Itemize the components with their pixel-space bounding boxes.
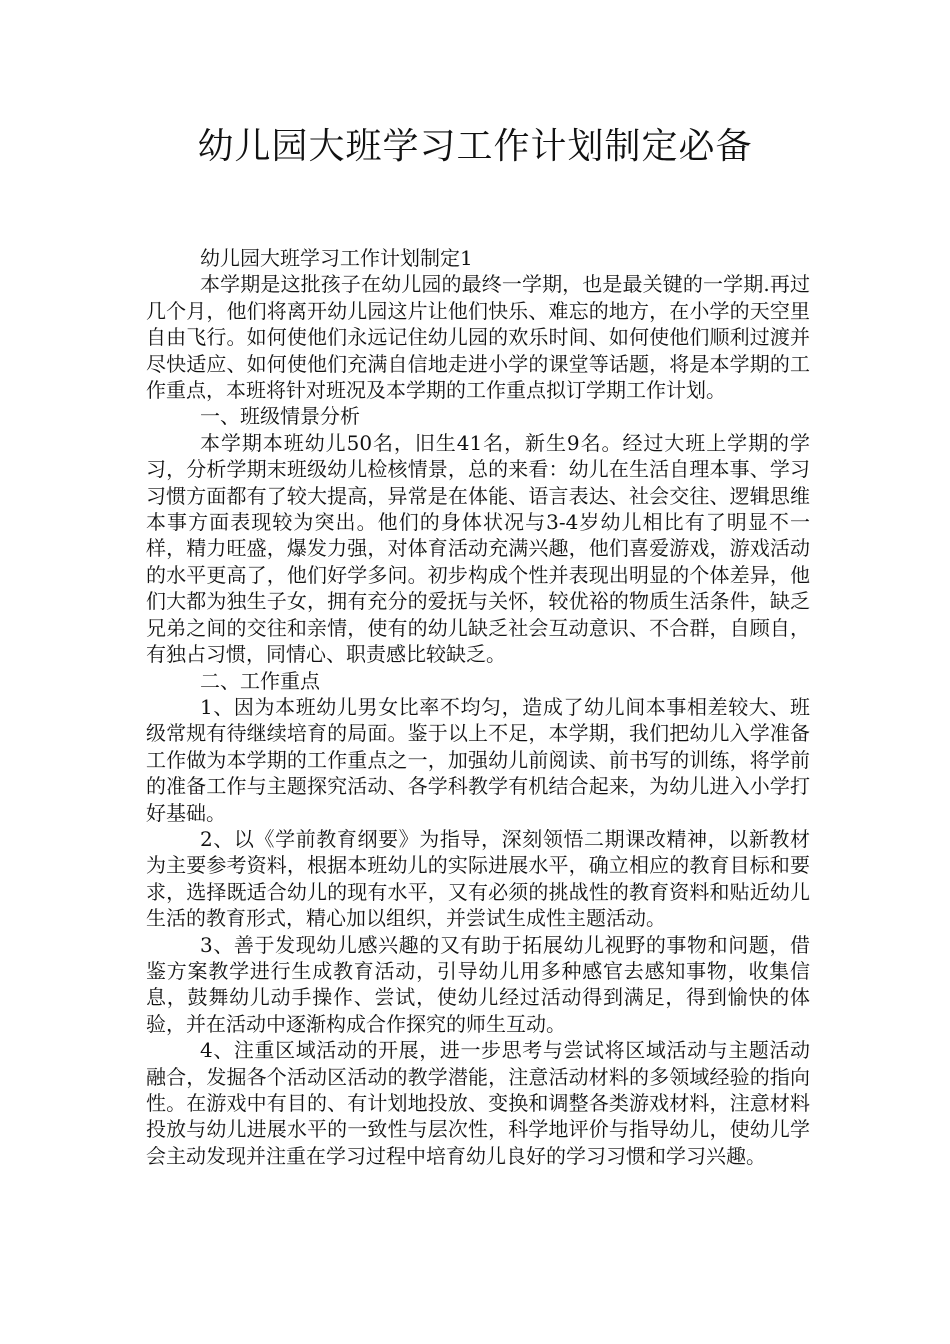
work-point-1: 1、因为本班幼儿男女比率不均匀，造成了幼儿间本事相差较大、班级常规有待继续培育的局面。鉴于以上不足，本学期，我们把幼儿入学准备工作做为本学期的工作重点之一，加强幼儿前阅读、前书写的训练，将学前的准备工作与主题探究活动、各学科教学有机结合起来，为幼儿进入小学打好基础。 [146,694,810,825]
work-point-3: 3、善于发现幼儿感兴趣的又有助于拓展幼儿视野的事物和问题，借鉴方案教学进行生成教育活动，引导幼儿用多种感官去感知事物，收集信息，鼓舞幼儿动手操作、尝试，使幼儿经过活动得到满足，得到愉快的体验，并在活动中逐渐构成合作探究的师生互动。 [146,932,810,1036]
section-heading-2: 二、工作重点 [200,668,320,693]
work-point-4: 4、注重区域活动的开展，进一步思考与尝试将区域活动与主题活动融合，发掘各个活动区活动的教学潜能，注意活动材料的多领域经验的指向性。在游戏中有目的、有计划地投放、变换和调整各类游戏材料，注意材料投放与幼儿进展水平的一致性与层次性，科学地评价与指导幼儿，使幼儿学会主动发现并注重在学习过程中培育幼儿良好的学习习惯和学习兴趣。 [146,1038,810,1168]
document-subtitle: 幼儿园大班学习工作计划制定1 [200,246,473,270]
document-title: 幼儿园大班学习工作计划制定必备 [197,126,753,167]
section-1-paragraph: 本学期本班幼儿50名，旧生41名，新生9名。经过大班上学期的学习，分析学期末班级幼儿检核情景，总的来看：幼儿在生活自理本事、学习习惯方面都有了较大提高，异常是在体能、语言表达、社会交往、逻辑思维本事方面表现较为突出。他们的身体状况与3-4岁幼儿相比有了明显不一样，精力旺盛，爆发力强，对体育活动充满兴趣，他们喜爱游戏，游戏活动的水平更高了，他们好学多问。初步构成个性并表现出明显的个体差异，他们大都为独生子女，拥有充分的爱抚与关怀，较优裕的物质生活条件，缺乏兄弟之间的交往和亲情，使有的幼儿缺乏社会互动意识、不合群，自顾自，有独占习惯，同情心、职责感比较缺乏。 [146,430,810,667]
intro-paragraph: 本学期是这批孩子在幼儿园的最终一学期，也是最关键的一学期.再过几个月，他们将离开幼儿园这片让他们快乐、难忘的地方，在小学的天空里自由飞行。如何使他们永远记住幼儿园的欢乐时间、如何使他们顺利过渡并尽快适应、如何使他们充满自信地走进小学的课堂等话题，将是本学期的工作重点，本班将针对班况及本学期的工作重点拟订学期工作计划。 [146,272,810,403]
section-heading-1: 一、班级情景分析 [200,404,360,429]
work-point-2: 2、以《学前教育纲要》为指导，深刻领悟二期课改精神，以新教材为主要参考资料，根据本班幼儿的实际进展水平，确立相应的教育目标和要求，选择既适合幼儿的现有水平，又有必须的挑战性的教育资料和贴近幼儿生活的教育形式，精心加以组织，并尝试生成性主题活动。 [146,826,810,931]
document-body [146,245,810,1169]
